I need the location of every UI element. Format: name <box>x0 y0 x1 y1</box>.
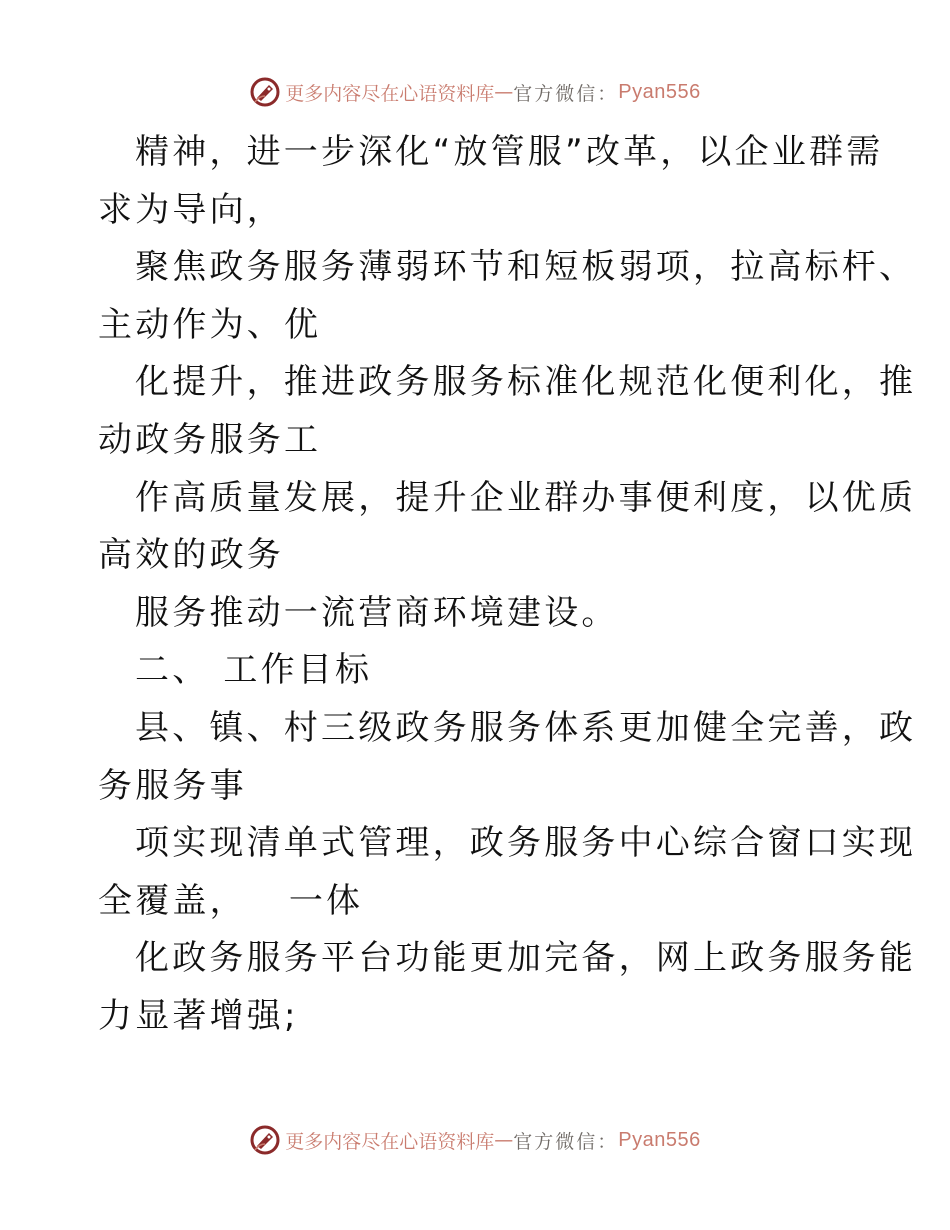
text-line: 求为导向， <box>98 189 284 230</box>
text-line: 聚焦政务服务薄弱环节和短板弱项，拉高标杆、 <box>135 247 917 288</box>
text-line: 化提升，推进政务服务标准化规范化便利化，推 <box>135 362 917 403</box>
section-heading: 二、 工作目标 <box>135 650 373 691</box>
pen-nib-logo-icon <box>249 1124 281 1156</box>
text-line: 力显著增强; <box>98 995 299 1036</box>
text-line: 服务推动一流营商环境建设。 <box>135 592 619 633</box>
watermark-dash: — <box>494 1129 514 1151</box>
text-line: 主动作为、优 <box>98 304 322 345</box>
text-line: 高效的政务 <box>98 535 284 576</box>
text-line: 动政务服务工 <box>98 419 322 460</box>
text-line: 项实现清单式管理，政务服务中心综合窗口实现 <box>135 823 917 864</box>
pen-nib-logo-icon <box>249 76 281 108</box>
watermark-wechat-id: Pyan556 <box>618 80 701 103</box>
text-line: 全覆盖， 一体 <box>98 880 364 921</box>
text-line: 精神，进一步深化“放管服”改革，以企业群需 <box>135 132 884 172</box>
watermark-label: 官方微信： <box>513 82 619 105</box>
text-line: 作高质量发展，提升企业群办事便利度，以优质 <box>135 477 917 518</box>
text-line: 化政务服务平台功能更加完备，网上政务服务能 <box>135 938 917 979</box>
text-line: 务服务事 <box>98 765 247 806</box>
header-watermark <box>0 72 950 112</box>
text-line: 县、镇、村三级政务服务体系更加健全完善，政 <box>135 707 917 748</box>
document-body <box>98 124 917 1046</box>
footer-watermark <box>0 1120 950 1160</box>
watermark-label: 官方微信： <box>513 1130 619 1153</box>
watermark-brand-text: 更多内容尽在心语资料库 <box>285 1130 495 1153</box>
watermark-brand-text: 更多内容尽在心语资料库 <box>285 82 495 105</box>
watermark-dash: — <box>494 81 514 103</box>
watermark-wechat-id: Pyan556 <box>618 1128 701 1151</box>
